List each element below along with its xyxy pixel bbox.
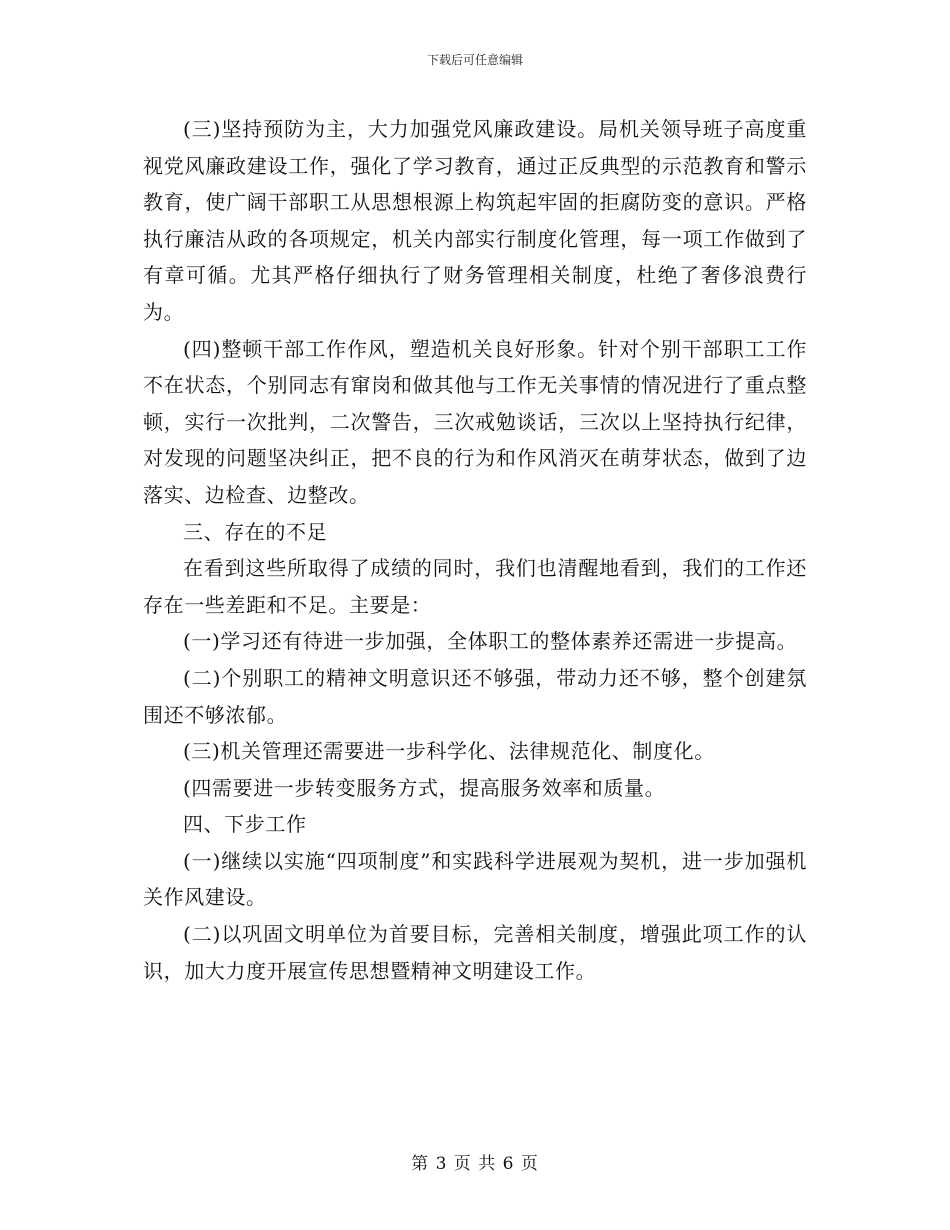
paragraph-work-style: (四)整顿干部工作作风，塑造机关良好形象。针对个别干部职工工作不在状态，个别同志有窜岗和做其他与工作无关事情的情况进行了重点整顿，实行一次批判，二次警告，三次戒勉谈话，三次以上坚持执行纪律，对发现的问题坚决纠正，把不良的行为和作风消灭在萌芽状态，做到了边落实、边检查、边整改。 xyxy=(143,336,807,507)
paragraph-discipline-building: (三)坚持预防为主，大力加强党风廉政建设。局机关领导班子高度重视党风廉政建设工作，强化了学习教育，通过正反典型的示范教育和警示教育，使广阔干部职工从思想根源上构筑起牢固的拒腐防变的意识。严格执行廉洁从政的各项规定，机关内部实行制度化管理，每一项工作做到了有章可循。尤其严格仔细执行了财务管理相关制度，杜绝了奢侈浪费行为。 xyxy=(143,117,807,324)
list-item-shortcoming-3: (三)机关管理还需要进一步科学化、法律规范化、制度化。 xyxy=(183,739,715,764)
document-body xyxy=(143,111,807,989)
list-item-shortcoming-2: (二)个别职工的精神文明意识还不够强，带动力还不够，整个创建氛围还不够浓郁。 xyxy=(143,665,807,727)
page-number: 第 3 页 共 6 页 xyxy=(411,1154,539,1174)
list-item-shortcoming-1: (一)学习还有待进一步加强，全体职工的整体素养还需进一步提高。 xyxy=(183,629,798,654)
page-header-note: 下载后可任意编辑 xyxy=(426,53,523,67)
list-item-shortcoming-4: (四需要进一步转变服务方式，提高服务效率和质量。 xyxy=(183,775,666,800)
paragraph-shortcomings-intro: 在看到这些所取得了成绩的同时，我们也清醒地看到，我们的工作还存在一些差距和不足。主要是： xyxy=(143,556,807,617)
list-item-next-step-2: (二)以巩固文明单位为首要目标，完善相关制度，增强此项工作的认识，加大力度开展宣传思想暨精神文明建设工作。 xyxy=(143,922,807,983)
section-heading-shortcomings: 三、存在的不足 xyxy=(183,519,328,544)
section-heading-next-steps: 四、下步工作 xyxy=(183,812,307,837)
list-item-next-step-1: (一)继续以实施“四项制度”和实践科学进展观为契机，进一步加强机关作风建设。 xyxy=(143,848,807,910)
